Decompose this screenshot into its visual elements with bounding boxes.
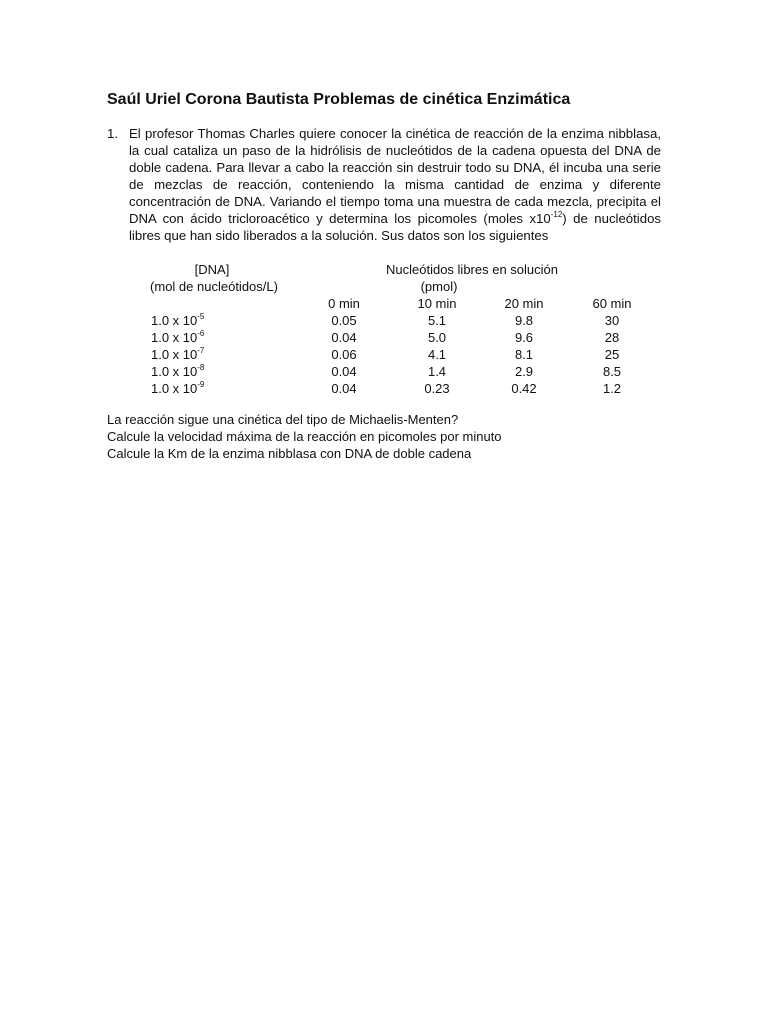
dna-concentration: 1.0 x $10^{-6}$ (151, 329, 205, 345)
group-header: Nucleótidos libres en solución (386, 262, 558, 277)
dna-concentration: 1.0 x $10^{-9}$ (151, 380, 205, 396)
questions-list (107, 411, 502, 462)
table-cell: 9.8 (514, 313, 534, 328)
table-cell: 5.0 (427, 330, 447, 345)
table-cell: 4.1 (427, 347, 447, 362)
table-cell: 0.05 (331, 313, 357, 328)
table-cell: 0.23 (424, 381, 450, 396)
time-header: 20 min (504, 296, 544, 311)
dna-subheader: (mol de nucleótidos/L) (150, 279, 278, 294)
time-header: 10 min (417, 296, 457, 311)
problem-statement (129, 125, 661, 244)
table-cell: 25 (604, 347, 620, 362)
table-cell: 0.04 (331, 330, 357, 345)
table-cell: 1.2 (602, 381, 622, 396)
dna-header: [DNA] (194, 262, 230, 277)
group-unit: (pmol) (420, 279, 458, 294)
time-header: 0 min (328, 296, 360, 311)
question-item: La reacción sigue una cinética del tipo de Michaelis-Menten? (107, 412, 459, 427)
dna-concentration: 1.0 x $10^{-8}$ (151, 363, 205, 379)
problem-text-after: ) de nucleótidos libres que han sido liberados a la solución. Sus datos son los siguientes (129, 211, 662, 243)
table-cell: 28 (604, 330, 620, 345)
question-item: Calcule la velocidad máxima de la reacción en picomoles por minuto (107, 429, 502, 444)
table-cell: 8.5 (602, 364, 622, 379)
table-cell: 9.6 (514, 330, 534, 345)
problem-number: 1. (107, 126, 118, 141)
table-cell: 1.4 (427, 364, 447, 379)
table-cell: 0.04 (331, 381, 357, 396)
question-item: Calcule la Km de la enzima nibblasa con DNA de doble cadena (107, 446, 472, 461)
table-cell: 5.1 (427, 313, 447, 328)
problem-exponent: -12 (550, 210, 563, 219)
page-title: Saúl Uriel Corona Bautista Problemas de cinética Enzimática (107, 91, 571, 108)
table-cell: 0.06 (331, 347, 357, 362)
table-cell: 30 (604, 313, 620, 328)
table-cell: 0.04 (331, 364, 357, 379)
table-cell: 2.9 (514, 364, 534, 379)
problem-text-before: El profesor Thomas Charles quiere conocer la cinética de reacción de la enzima nibblasa, la cual cataliza un paso de la hidrólisis de nucleótidos de la cadena opuesta del DNA de doble cadena. Para llevar a cabo la reacción sin destruir todo su DNA, él incuba una serie de mezclas de reacción, conteniendo la misma cantidad de enzima y diferente concentración de DNA. Variando el tiempo toma una muestra de cada mezcla, precipita el DNA con ácido tricloroacético y determina los picomoles (moles x10 (129, 126, 661, 226)
dna-concentration: 1.0 x $10^{-7}$ (151, 346, 205, 362)
time-header: 60 min (592, 296, 632, 311)
table-cell: 8.1 (514, 347, 534, 362)
problem-1 (107, 125, 661, 244)
dna-concentration: 1.0 x $10^{-5}$ (151, 312, 205, 328)
table-cell: 0.42 (511, 381, 537, 396)
